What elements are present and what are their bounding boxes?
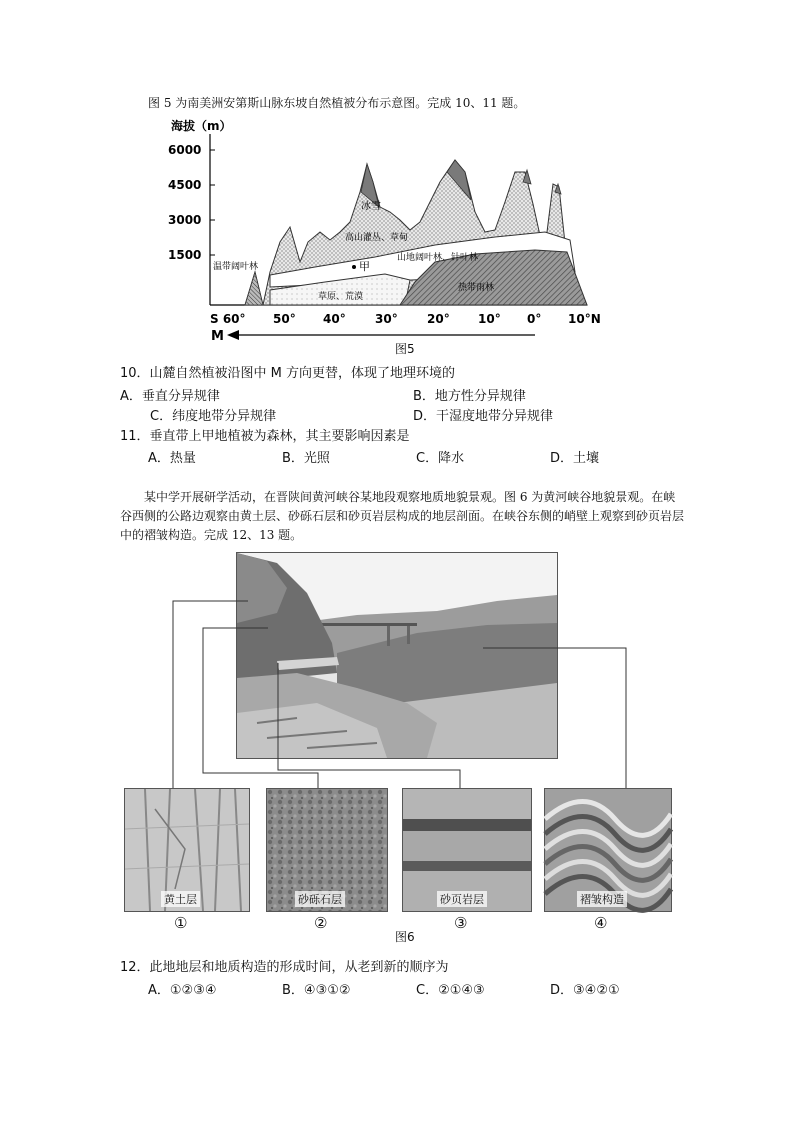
- x-tick-30: 30°: [375, 312, 398, 326]
- figure-6-caption: 图6: [395, 930, 415, 944]
- sand-gravel-layer-photo: [266, 788, 388, 912]
- photo-number-3: ③: [454, 914, 468, 932]
- y-tick-1500: 1500: [168, 248, 202, 262]
- x-tick-s60: S 60°: [210, 312, 246, 326]
- arrow-label-m: M: [211, 329, 224, 344]
- point-jia-dot: [352, 265, 356, 269]
- x-tick-10: 10°: [478, 312, 501, 326]
- photo-number-2: ②: [314, 914, 328, 932]
- q10-option-b[interactable]: B．地方性分异规律: [413, 389, 526, 404]
- q12-13-intro: 某中学开展研学活动，在晋陕间黄河峡谷某地段观察地质地貌景观。图 6 为黄河峡谷地貌景观。在峡谷西侧的公路边观察由黄土层、砂砾石层和砂页岩层构成的地层剖面。在峡谷东侧的峭壁上观察到砂页岩层中的褶皱构造。完成 12、13 题。: [120, 490, 685, 542]
- figure-6: [118, 548, 678, 948]
- q10-stem: 10．山麓自然植被沿图中 M 方向更替，体现了地理环境的: [120, 366, 456, 381]
- sand-gravel-label: 砂砾石层: [295, 891, 345, 907]
- label-grassland: 草原、荒漠: [318, 292, 364, 302]
- q11-option-a[interactable]: A．热量: [148, 451, 196, 466]
- y-tick-6000: 6000: [168, 143, 202, 157]
- loess-label: 黄土层: [161, 891, 200, 907]
- q12-stem: 12．此地地层和地质构造的形成时间，从老到新的顺序为: [120, 960, 449, 975]
- sandstone-shale-layer-photo: [402, 788, 532, 912]
- loess-layer-photo: [124, 788, 250, 912]
- photo-number-4: ④: [594, 914, 608, 932]
- arrow-head: [227, 330, 239, 340]
- label-temperate-forest: 温带阔叶林: [213, 262, 259, 272]
- label-glacier: 冰雪: [361, 201, 381, 212]
- q11-option-b[interactable]: B．光照: [282, 451, 330, 466]
- fold-structure-label: 褶皱构造: [577, 891, 627, 907]
- q12-option-a[interactable]: A．①②③④: [148, 983, 217, 998]
- figure-5-caption: 图5: [395, 342, 415, 356]
- q11-option-d[interactable]: D．土壤: [550, 451, 600, 466]
- figure-5: [168, 112, 615, 344]
- fold-structure-photo: [544, 788, 672, 912]
- sandstone-shale-label: 砂页岩层: [437, 891, 487, 907]
- y-axis-title: 海拔（m）: [171, 119, 232, 133]
- label-rainforest: 热带雨林: [458, 283, 495, 293]
- photo-number-1: ①: [174, 914, 188, 932]
- label-jia: 甲: [359, 260, 370, 273]
- q12-option-b[interactable]: B．④③①②: [282, 983, 351, 998]
- y-tick-3000: 3000: [168, 213, 202, 227]
- vegetation-profile-chart: [168, 112, 615, 344]
- q10-option-a[interactable]: A．垂直分异规律: [120, 389, 220, 404]
- label-mixed-forest: 山地阔叶林、针叶林: [397, 253, 479, 263]
- q10-option-c[interactable]: C．纬度地带分异规律: [150, 409, 277, 424]
- x-tick-10n: 10°N: [568, 312, 601, 326]
- x-tick-50: 50°: [273, 312, 296, 326]
- q11-option-c[interactable]: C．降水: [416, 451, 465, 466]
- x-tick-40: 40°: [323, 312, 346, 326]
- q12-option-c[interactable]: C．②①④③: [416, 983, 485, 998]
- q11-stem: 11．垂直带上甲地植被为森林，其主要影响因素是: [120, 429, 410, 444]
- x-tick-0: 0°: [527, 312, 542, 326]
- q10-11-intro: 图 5 为南美洲安第斯山脉东坡自然植被分布示意图。完成 10、11 题。: [148, 96, 526, 110]
- q12-option-d[interactable]: D．③④②①: [550, 983, 620, 998]
- x-tick-20: 20°: [427, 312, 450, 326]
- y-tick-4500: 4500: [168, 178, 202, 192]
- label-alpine: 高山灌丛、草甸: [345, 233, 409, 243]
- q10-option-d[interactable]: D．干湿度地带分异规律: [413, 409, 554, 424]
